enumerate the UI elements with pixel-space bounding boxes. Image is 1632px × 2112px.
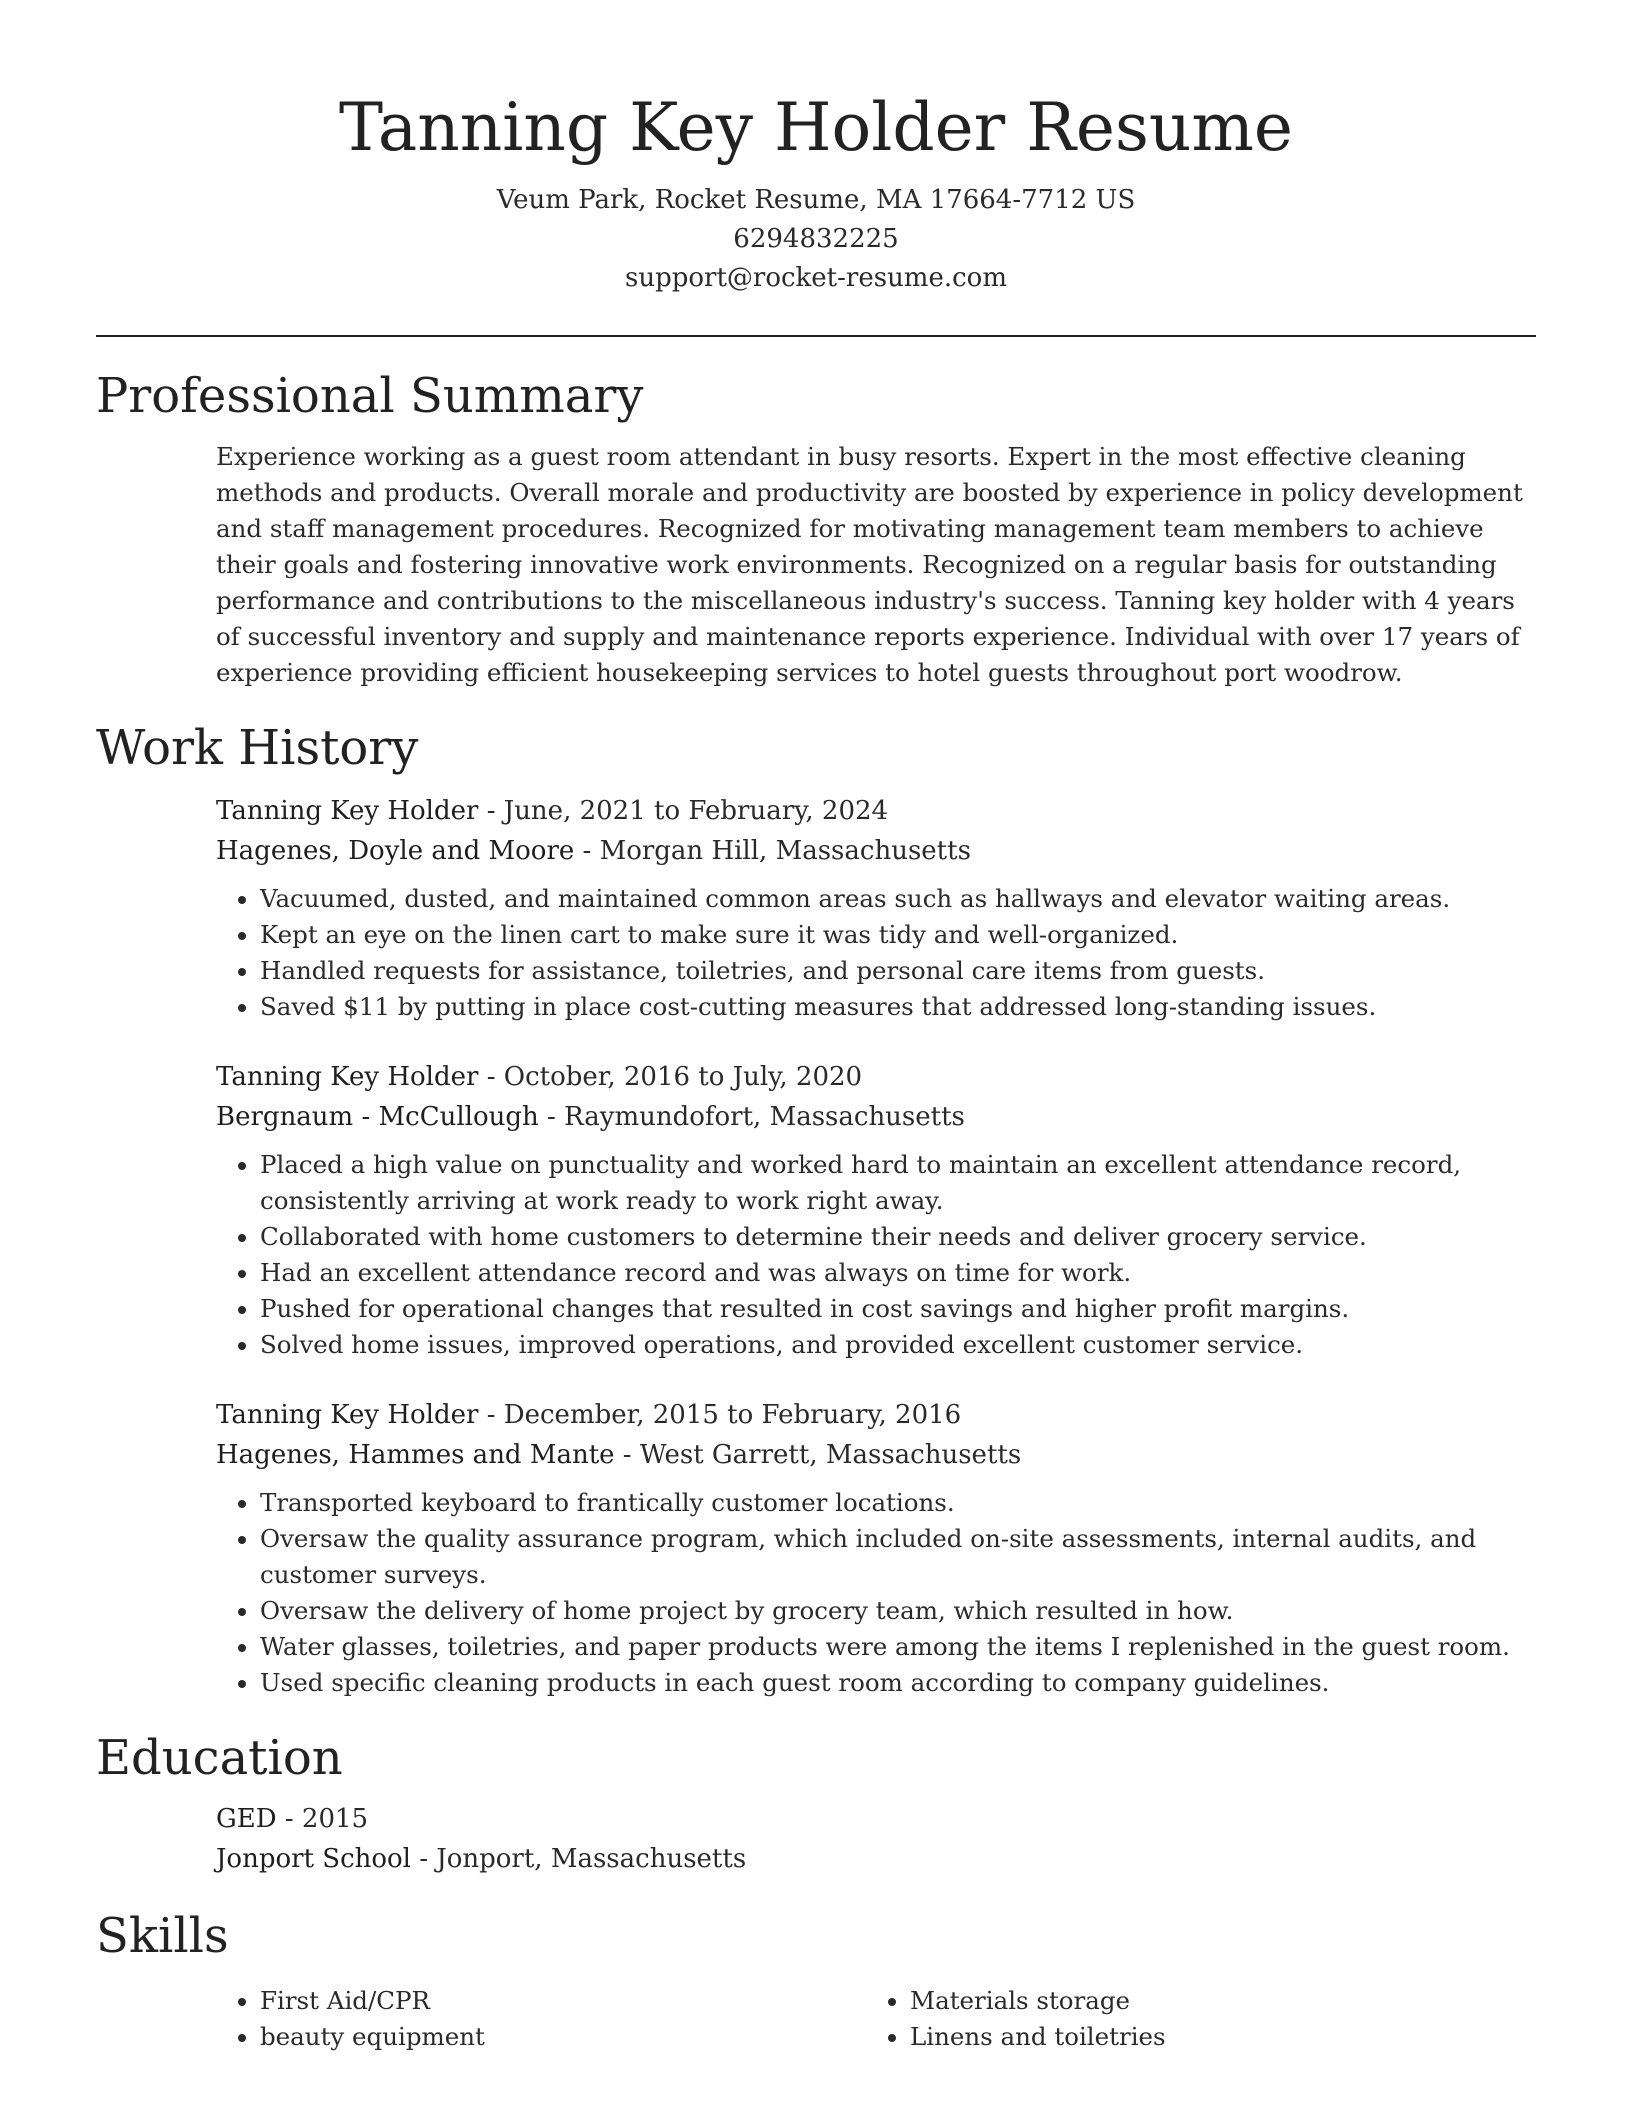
summary-text: Experience working as a guest room attendant in busy resorts. Expert in the most effective cleaning methods and products. Overall morale and productivity are boosted by experience in policy development and staff management procedures. Recognized for motivating management team members to achieve their goals and fostering innovative work environments. Recognized on a regular basis for outstanding performance and contributions to the miscellaneous industry's success. Tanning key holder with 4 years of successful inventory and supply and maintenance reports experience. Individual with over 17 years of experience providing efficient housekeeping services to hotel guests throughout port woodrow.	[216, 442, 1523, 687]
resume-title: Tanning Key Holder Resume	[339, 89, 1293, 166]
skill-item: • beauty equipment	[260, 2019, 866, 2055]
work-history-section	[96, 715, 1536, 1701]
job-company-line	[216, 1435, 1536, 1475]
job-entry	[216, 1057, 1536, 1363]
contact-email: support@rocket-resume.com	[624, 263, 1007, 293]
job-duty: • Water glasses, toiletries, and paper products were among the items I replenished in the guest room.	[260, 1629, 1536, 1665]
job-dates: - December, 2015 to February, 2016	[478, 1400, 962, 1430]
skills-section	[96, 1903, 1536, 2055]
skill-item: • Linens and toiletries	[910, 2019, 1516, 2055]
job-company: Hagenes, Hammes and Mante	[216, 1440, 615, 1470]
job-title: Tanning Key Holder	[216, 1400, 479, 1430]
job-duties	[216, 881, 1536, 1025]
job-location: - Raymundofort, Massachusetts	[538, 1102, 965, 1132]
job-title: Tanning Key Holder	[216, 796, 479, 826]
job-duty: • Collaborated with home customers to determine their needs and deliver grocery service.	[260, 1219, 1536, 1255]
education-degree: GED	[216, 1804, 277, 1834]
education-school-line	[216, 1839, 1536, 1879]
skill-item: • First Aid/CPR	[260, 1983, 866, 2019]
job-duty: • Oversaw the delivery of home project by grocery team, which resulted in how.	[260, 1593, 1536, 1629]
education-section	[96, 1725, 1536, 1879]
header-divider	[96, 335, 1536, 337]
skill-item: • Materials storage	[910, 1983, 1516, 2019]
job-title: Tanning Key Holder	[216, 1062, 479, 1092]
job-title-line	[216, 1057, 1536, 1097]
job-company: Hagenes, Doyle and Moore	[216, 836, 575, 866]
skills-grid	[216, 1983, 1536, 2055]
job-duty: • Placed a high value on punctuality and worked hard to maintain an excellent attendance record, consistently arriving at work ready to work right away.	[260, 1147, 1536, 1219]
skills-heading: Skills	[96, 1908, 229, 1964]
job-duty: • Solved home issues, improved operations, and provided excellent customer service.	[260, 1327, 1536, 1363]
job-duties	[216, 1485, 1536, 1701]
job-dates: - October, 2016 to July, 2020	[478, 1062, 863, 1092]
job-duty: • Had an excellent attendance record and was always on time for work.	[260, 1255, 1536, 1291]
job-location: - West Garrett, Massachusetts	[614, 1440, 1022, 1470]
job-duty: • Transported keyboard to frantically customer locations.	[260, 1485, 1536, 1521]
job-duty: • Oversaw the quality assurance program, which included on-site assessments, internal audits, and customer surveys.	[260, 1521, 1536, 1593]
skills-list-right	[866, 1983, 1516, 2055]
job-company: Bergnaum - McCullough	[216, 1102, 539, 1132]
job-duty: • Vacuumed, dusted, and maintained common areas such as hallways and elevator waiting areas.	[260, 881, 1536, 917]
job-duties	[216, 1147, 1536, 1363]
skills-column-right	[866, 1983, 1516, 2055]
education-heading: Education	[96, 1730, 343, 1786]
job-company-line	[216, 831, 1536, 871]
education-year: - 2015	[276, 1804, 369, 1834]
summary-heading: Professional Summary	[96, 368, 644, 424]
contact-address: Veum Park, Rocket Resume, MA 17664-7712 US	[496, 185, 1136, 215]
skills-column-left	[216, 1983, 866, 2055]
summary-section	[96, 363, 1536, 691]
job-location: - Morgan Hill, Massachusetts	[574, 836, 971, 866]
job-entry	[216, 791, 1536, 1025]
contact-phone: 6294832225	[733, 224, 899, 254]
resume-page	[96, 0, 1536, 2055]
job-duty: • Pushed for operational changes that resulted in cost savings and higher profit margins.	[260, 1291, 1536, 1327]
job-duty: • Used specific cleaning products in each guest room according to company guidelines.	[260, 1665, 1536, 1701]
job-title-line	[216, 1395, 1536, 1435]
job-title-line	[216, 791, 1536, 831]
contact-info	[96, 181, 1536, 298]
resume-header	[96, 0, 1536, 298]
skills-list-left	[216, 1983, 866, 2055]
education-school: Jonport School	[216, 1844, 411, 1874]
work-history-heading: Work History	[96, 720, 419, 776]
job-duty: • Saved $11 by putting in place cost-cutting measures that addressed long-standing issues.	[260, 989, 1536, 1025]
job-entry	[216, 1395, 1536, 1701]
education-location: - Jonport, Massachusetts	[411, 1844, 747, 1874]
education-degree-line	[216, 1799, 1536, 1839]
job-dates: - June, 2021 to February, 2024	[478, 796, 889, 826]
job-duty: • Handled requests for assistance, toiletries, and personal care items from guests.	[260, 953, 1536, 989]
job-duty: • Kept an eye on the linen cart to make sure it was tidy and well-organized.	[260, 917, 1536, 953]
job-company-line	[216, 1097, 1536, 1137]
